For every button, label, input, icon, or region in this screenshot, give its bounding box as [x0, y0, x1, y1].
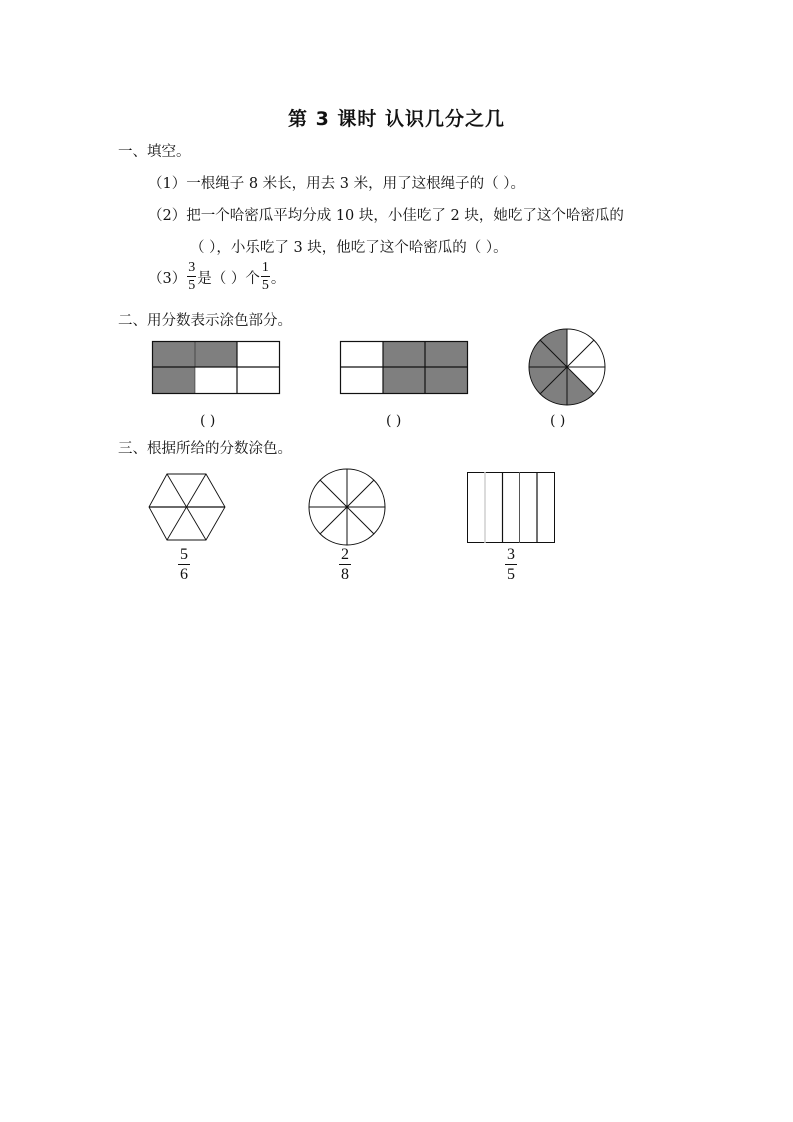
answer-blank-1[interactable]: ( ) [200, 413, 216, 429]
question-3-middle: 是（ ）个 [197, 270, 260, 287]
answer-blank-3[interactable]: ( ) [550, 413, 566, 429]
section-2-heading: 二、用分数表示涂色部分。 [118, 313, 292, 329]
fraction-label-5-6: $\frac{5}{6}$ [180, 546, 188, 583]
circle-8-parts-figure [308, 468, 386, 546]
section-3-heading: 三、根据所给的分数涂色。 [118, 441, 292, 457]
page-title: 第 3 课时 认识几分之几 [287, 108, 506, 130]
fraction-label-2-8: $\frac{2}{8}$ [341, 546, 349, 583]
fraction-1-5: $\frac{1}{5}$ [261, 260, 269, 293]
shaded-circle-figure [528, 328, 606, 406]
question-3-suffix: 。 [270, 270, 286, 287]
shaded-grid-figure-1 [152, 341, 280, 394]
fraction-3-5: $\frac{3}{5}$ [188, 260, 196, 293]
question-3 [148, 261, 285, 293]
hexagon-figure [148, 473, 226, 541]
answer-blank-2[interactable]: ( ) [386, 413, 402, 429]
question-2-line-1: （2）把一个哈密瓜平均分成 10 块，小佳吃了 2 块，她吃了这个哈密瓜的 [148, 208, 624, 224]
question-2-line-2: （ ），小乐吃了 3 块，他吃了这个哈密瓜的（ ）。 [190, 240, 508, 256]
section-1-heading: 一、填空。 [118, 144, 191, 160]
question-1: （1）一根绳子 8 米长，用去 3 米，用了这根绳子的（ ）。 [148, 176, 525, 192]
rect-strips-figure [467, 472, 555, 543]
fraction-label-3-5: $\frac{3}{5}$ [507, 546, 515, 583]
shaded-grid-figure-2 [340, 341, 468, 394]
question-3-prefix: （3） [148, 270, 187, 287]
